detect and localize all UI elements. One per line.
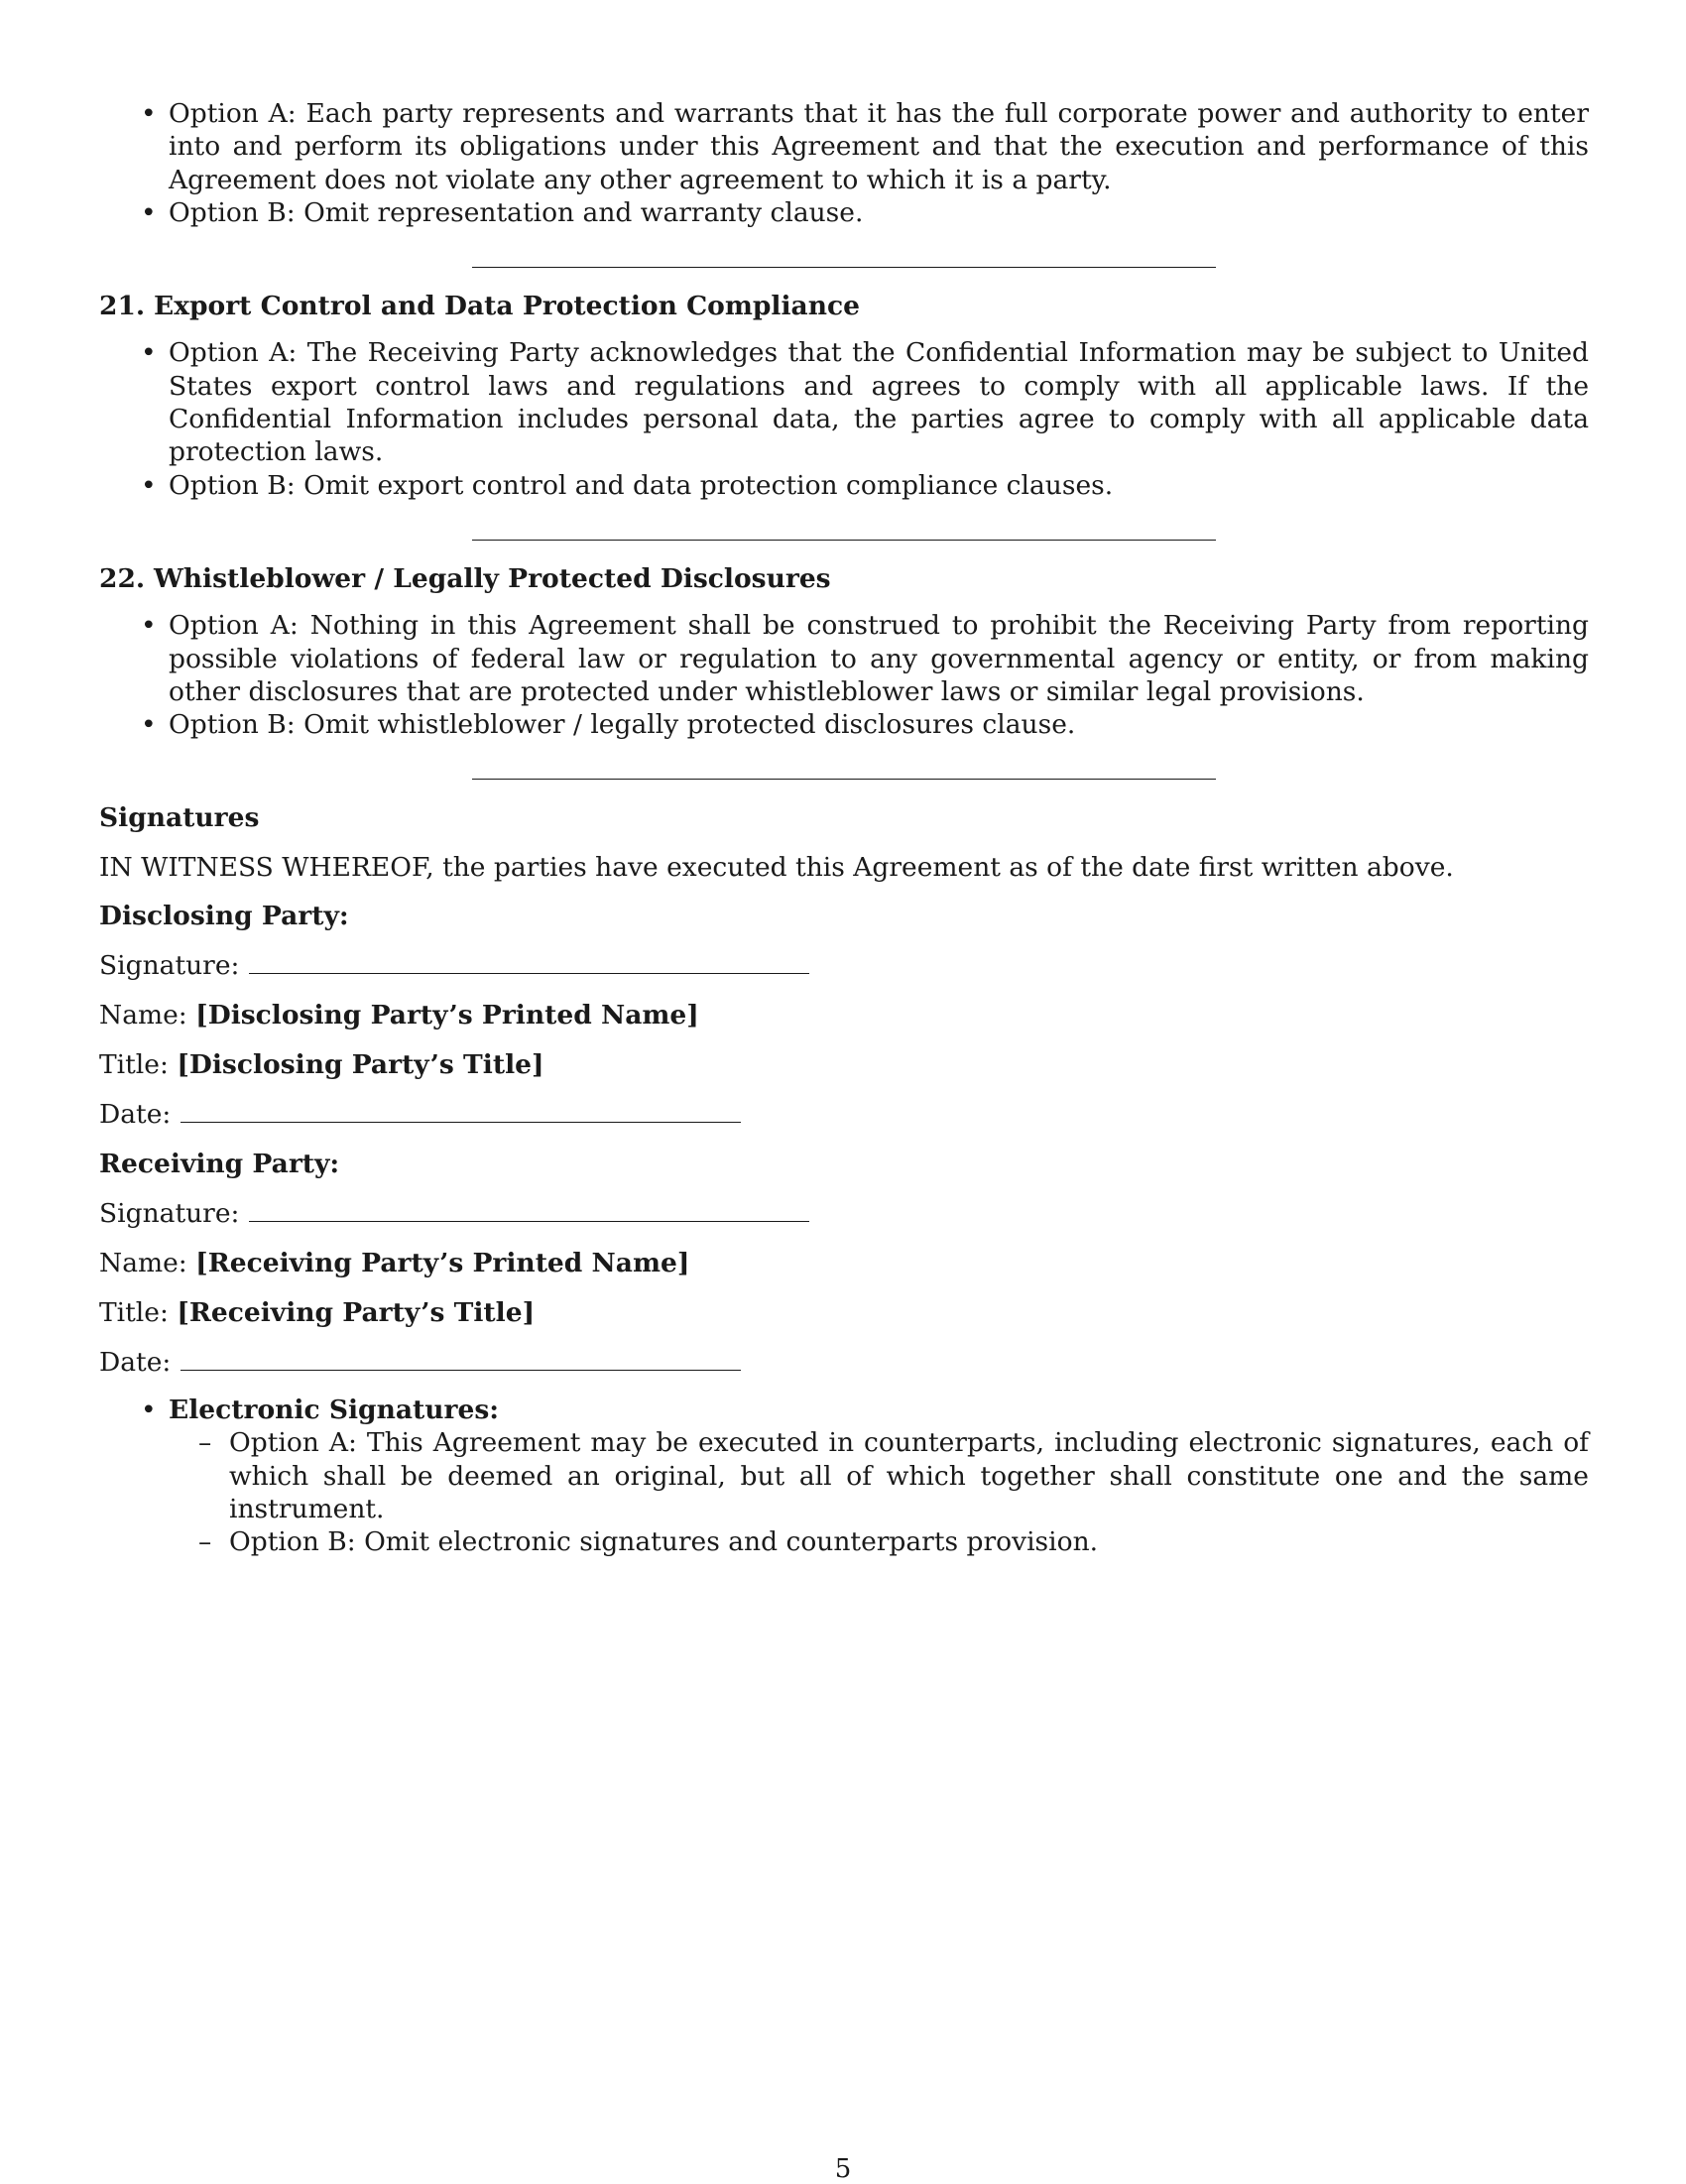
section-heading-21: 21. Export Control and Data Protection Compliance (99, 291, 860, 322)
witness-statement: IN WITNESS WHEREOF, the parties have executed this Agreement as of the date first written above. (99, 851, 1454, 883)
section-divider (472, 779, 1216, 780)
disclosing-signature-field[interactable] (249, 951, 809, 974)
receiving-date-field[interactable] (181, 1348, 741, 1371)
disclosing-name-row: Name: [Disclosing Party’s Printed Name] (99, 1000, 699, 1031)
section-divider (472, 540, 1216, 541)
list-item: • Option B: Omit whistleblower / legally protected disclosures clause. (141, 709, 1076, 741)
list-item: • Option B: Omit export control and data protection compliance clauses. (141, 469, 1114, 501)
section-22-options-list (99, 609, 1589, 741)
disclosing-date-row: Date: (99, 1098, 1589, 1132)
disclosing-name-placeholder: [Disclosing Party’s Printed Name] (195, 1000, 699, 1031)
list-item: • Option A: The Receiving Party acknowledges that the Confidential Information may be subject to United States export control laws and regulations and agrees to comply with all applicable laws. If the Confidential Information includes personal data, the parties agree to comply with all applicable data protection laws. (141, 337, 1589, 468)
receiving-signature-field[interactable] (249, 1199, 809, 1222)
section-21-options-list (99, 336, 1589, 501)
disclosing-signature-row: Signature: (99, 949, 1589, 983)
signatures-heading: Signatures (99, 802, 260, 834)
disclosing-title-row: Title: [Disclosing Party’s Title] (99, 1049, 544, 1081)
receiving-party-heading: Receiving Party: (99, 1149, 340, 1180)
document-page (99, 97, 1589, 1559)
list-item: – Option A: This Agreement may be executed in counterparts, including electronic signatures, each of which shall be deemed an original, but all of which together shall constitute one and the same instrument. (198, 1427, 1589, 1524)
receiving-name-placeholder: [Receiving Party’s Printed Name] (195, 1248, 690, 1279)
receiving-title-placeholder: [Receiving Party’s Title] (177, 1297, 536, 1329)
list-item: • Option A: Each party represents and warrants that it has the full corporate power and authority to enter into and perform its obligations under this Agreement and that the execution and performance of this Agreement does not violate any other agreement to which it is a party. (141, 98, 1589, 195)
section-heading-22: 22. Whistleblower / Legally Protected Disclosures (99, 562, 831, 594)
electronic-signatures-list (99, 1394, 1589, 1558)
receiving-signature-row: Signature: (99, 1197, 1589, 1231)
receiving-date-row: Date: (99, 1346, 1589, 1380)
electronic-options-list (169, 1426, 1589, 1558)
warranty-options-list (99, 97, 1589, 229)
list-item: • Option A: Nothing in this Agreement shall be construed to prohibit the Receiving Party from reporting possible violations of federal law or regulation to any governmental agency or entity, or from making other disclosures that are protected under whistleblower laws or similar legal provisions. (141, 610, 1589, 707)
receiving-name-row: Name: [Receiving Party’s Printed Name] (99, 1248, 690, 1279)
disclosing-party-heading: Disclosing Party: (99, 901, 349, 932)
list-item: – Option B: Omit electronic signatures and counterparts provision. (198, 1526, 1099, 1558)
disclosing-date-field[interactable] (181, 1100, 741, 1123)
page-number: 5 (834, 2154, 852, 2184)
list-item: • Option B: Omit representation and warranty clause. (141, 196, 864, 228)
list-item: • Electronic Signatures: – Option A: This Agreement may be executed in counterparts, including electronic signatures, each of which shall be deemed an original, but all of which together shall constitute one and the same instrument. – Option B: Omit electronic signatures and counterparts provision. (141, 1395, 1589, 1558)
section-divider (472, 267, 1216, 268)
disclosing-title-placeholder: [Disclosing Party’s Title] (177, 1049, 544, 1081)
receiving-title-row: Title: [Receiving Party’s Title] (99, 1297, 536, 1329)
